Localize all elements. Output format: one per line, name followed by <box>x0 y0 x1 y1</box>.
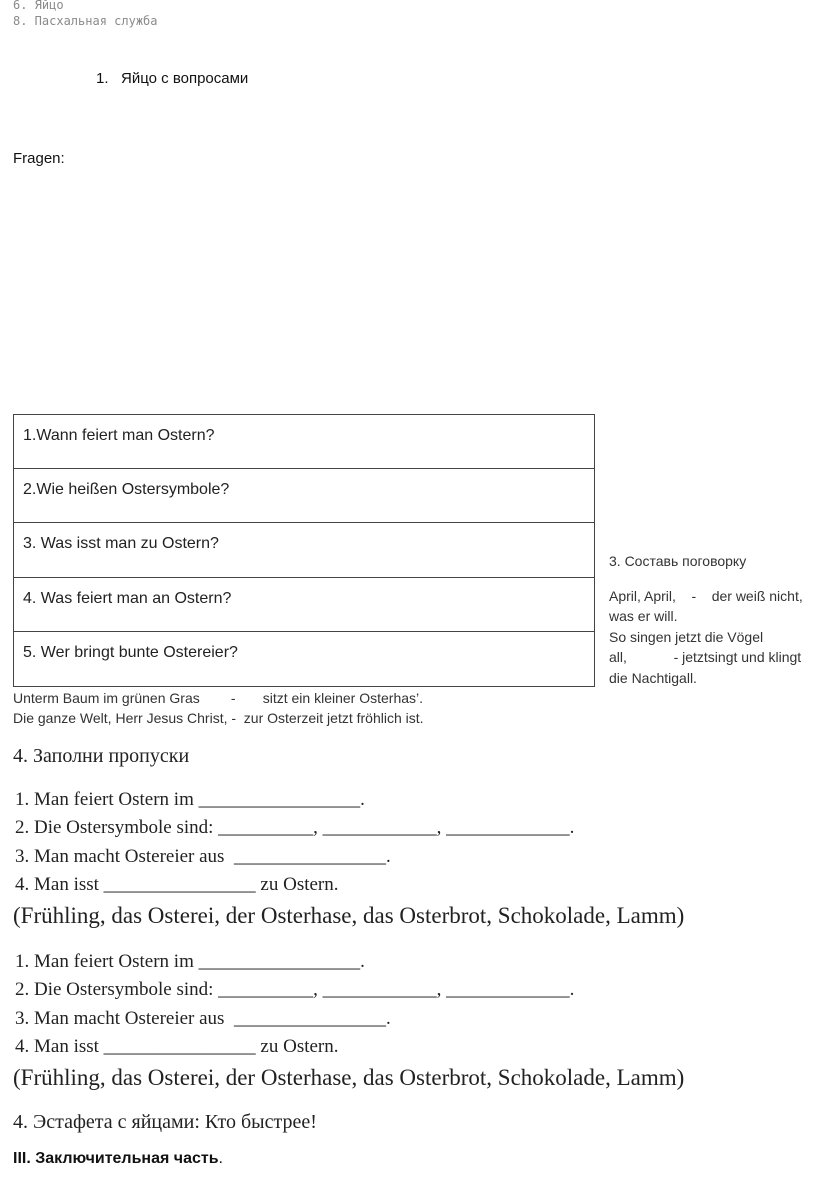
fill-line: 4. Man isst ________________ zu Ostern. <box>15 874 339 895</box>
rhyme-line-1: Unterm Baum im grünen Gras - sitzt ein kleiner Osterhas’. <box>13 690 424 706</box>
proverb-line-3: So singen jetzt die Vögel <box>609 629 764 645</box>
final-section-heading <box>13 1150 223 1168</box>
question-row: 5. Wer bringt bunte Ostereier? <box>23 643 238 661</box>
proverb-line-5: die Nachtigall. <box>609 670 697 686</box>
proverb-task-title: 3. Составь поговорку <box>609 553 747 569</box>
proverb-line-2: was er will. <box>609 608 678 624</box>
section-title-egg-questions: 1. Яйцо с вопросами <box>96 70 249 87</box>
proverb-line-1: April, April, - der weiß nicht, <box>609 588 803 604</box>
final-section-suffix: . <box>218 1150 223 1167</box>
relay-title: 4. Эстафета с яйцами: Кто быстрее! <box>13 1111 317 1133</box>
proverb-line-4: all, - jetztsingt und klingt <box>609 649 802 665</box>
header-line-1: 6. Яйцо <box>13 0 64 12</box>
fill-line: 1. Man feiert Ostern im _________________. <box>15 951 365 972</box>
fill-line: 2. Die Ostersymbole sind: __________, ____________, _____________. <box>15 817 575 838</box>
question-row: 3. Was isst man zu Ostern? <box>14 523 594 577</box>
question-row: 1.Wann feiert man Ostern? <box>14 415 594 469</box>
fill-line: 1. Man feiert Ostern im _________________. <box>15 789 365 810</box>
word-bank: (Frühling, das Osterei, der Osterhase, das Osterbrot, Schokolade, Lamm) <box>13 1065 685 1090</box>
word-bank: (Frühling, das Osterei, der Osterhase, das Osterbrot, Schokolade, Lamm) <box>13 903 685 928</box>
final-section-label: III. Заключительная часть <box>13 1150 219 1167</box>
question-row: 2.Wie heißen Ostersymbole? <box>14 469 594 523</box>
question-row: 4. Was feiert man an Ostern? <box>14 578 594 632</box>
questions-table <box>13 414 595 687</box>
fill-line: 3. Man macht Ostereier aus ________________. <box>15 1008 391 1029</box>
rhyme-line-2: Die ganze Welt, Herr Jesus Christ, - zur Osterzeit jetzt fröhlich ist. <box>13 710 424 726</box>
fragen-label: Fragen: <box>13 150 65 167</box>
fill-line: 2. Die Ostersymbole sind: __________, ____________, _____________. <box>15 979 575 1000</box>
header-line-2: 8. Пасхальная служба <box>13 14 158 28</box>
fill-task-title: 4. Заполни пропуски <box>13 745 190 767</box>
fill-line: 4. Man isst ________________ zu Ostern. <box>15 1036 339 1057</box>
fill-line: 3. Man macht Ostereier aus ________________. <box>15 846 391 867</box>
